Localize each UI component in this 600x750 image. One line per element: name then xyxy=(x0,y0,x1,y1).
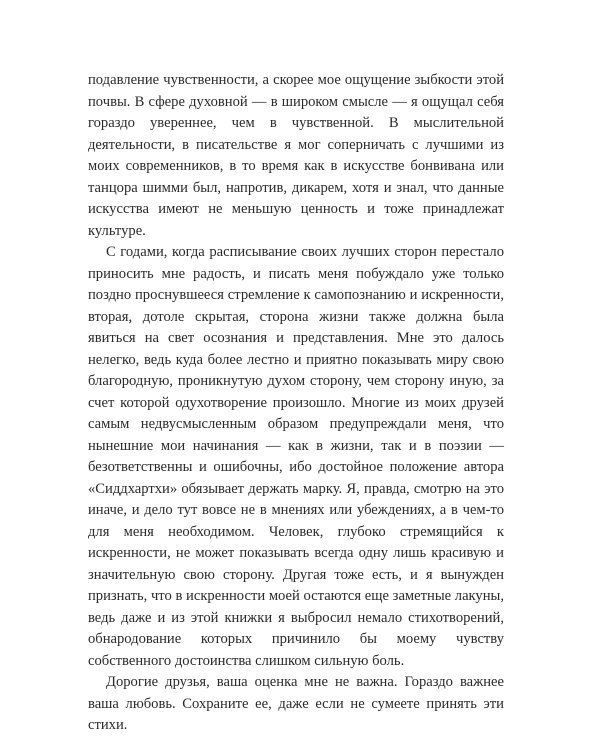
paragraph-3: Дорогие друзья, ваша оценка мне не важна. Гораздо важнее ваша любовь. Сохраните ее, даже если не сумеете принять эти стихи. xyxy=(88,674,504,733)
page-text-block xyxy=(88,70,504,737)
paragraph-2: С годами, когда расписывание своих лучших сторон перестало приносить мне радость, и писать меня побуждало уже только поздно проснувшееся стремление к самопознанию и искренности, вторая, дотоле скрытая, сторона жизни также должна была явиться на свет осознания и представления. Мне это далось нелегко, ведь куда более лестно и приятно показывать миру свою благородную, проникнутую духом сторону, чем сторону иную, за счет которой одухотворение произошло. Многие из моих друзей самым недвусмысленным образом предупреждали меня, что нынешние мои начинания — как в жизни, так и в поэзии — безответственны и ошибочны, ибо достойное положение автора «Сиддхартхи» обязывает держать марку. Я, правда, смотрю на это иначе, и дело тут вовсе не в мнениях или убеждениях, а в чем-то для меня необходимом. Человек, глубоко стремящийся к искренности, не может показывать всегда одну лишь красивую и значительную свою сторону. Другая тоже есть, и я вынужден признать, что в искренности моей остаются еще заметные лакуны, ведь даже и из этой книжки я выбросил немало стихотворений, обнародование которых причинило бы моему чувству собственного достоинства слишком сильную боль. xyxy=(88,244,504,669)
paragraph-1: подавление чувственности, а скорее мое ощущение зыбкости этой почвы. В сфере духовной — в широком смысле — я ощущал себя гораздо увереннее, чем в чувственной. В мыслительной деятельности, в писательстве я мог соперничать с лучшими из моих современников, в то время как в искусстве бонвивана или танцора шимми был, напротив, дикарем, хотя и знал, что данные искусства имеют не меньшую ценность и тоже принадлежат культуре. xyxy=(88,72,504,239)
